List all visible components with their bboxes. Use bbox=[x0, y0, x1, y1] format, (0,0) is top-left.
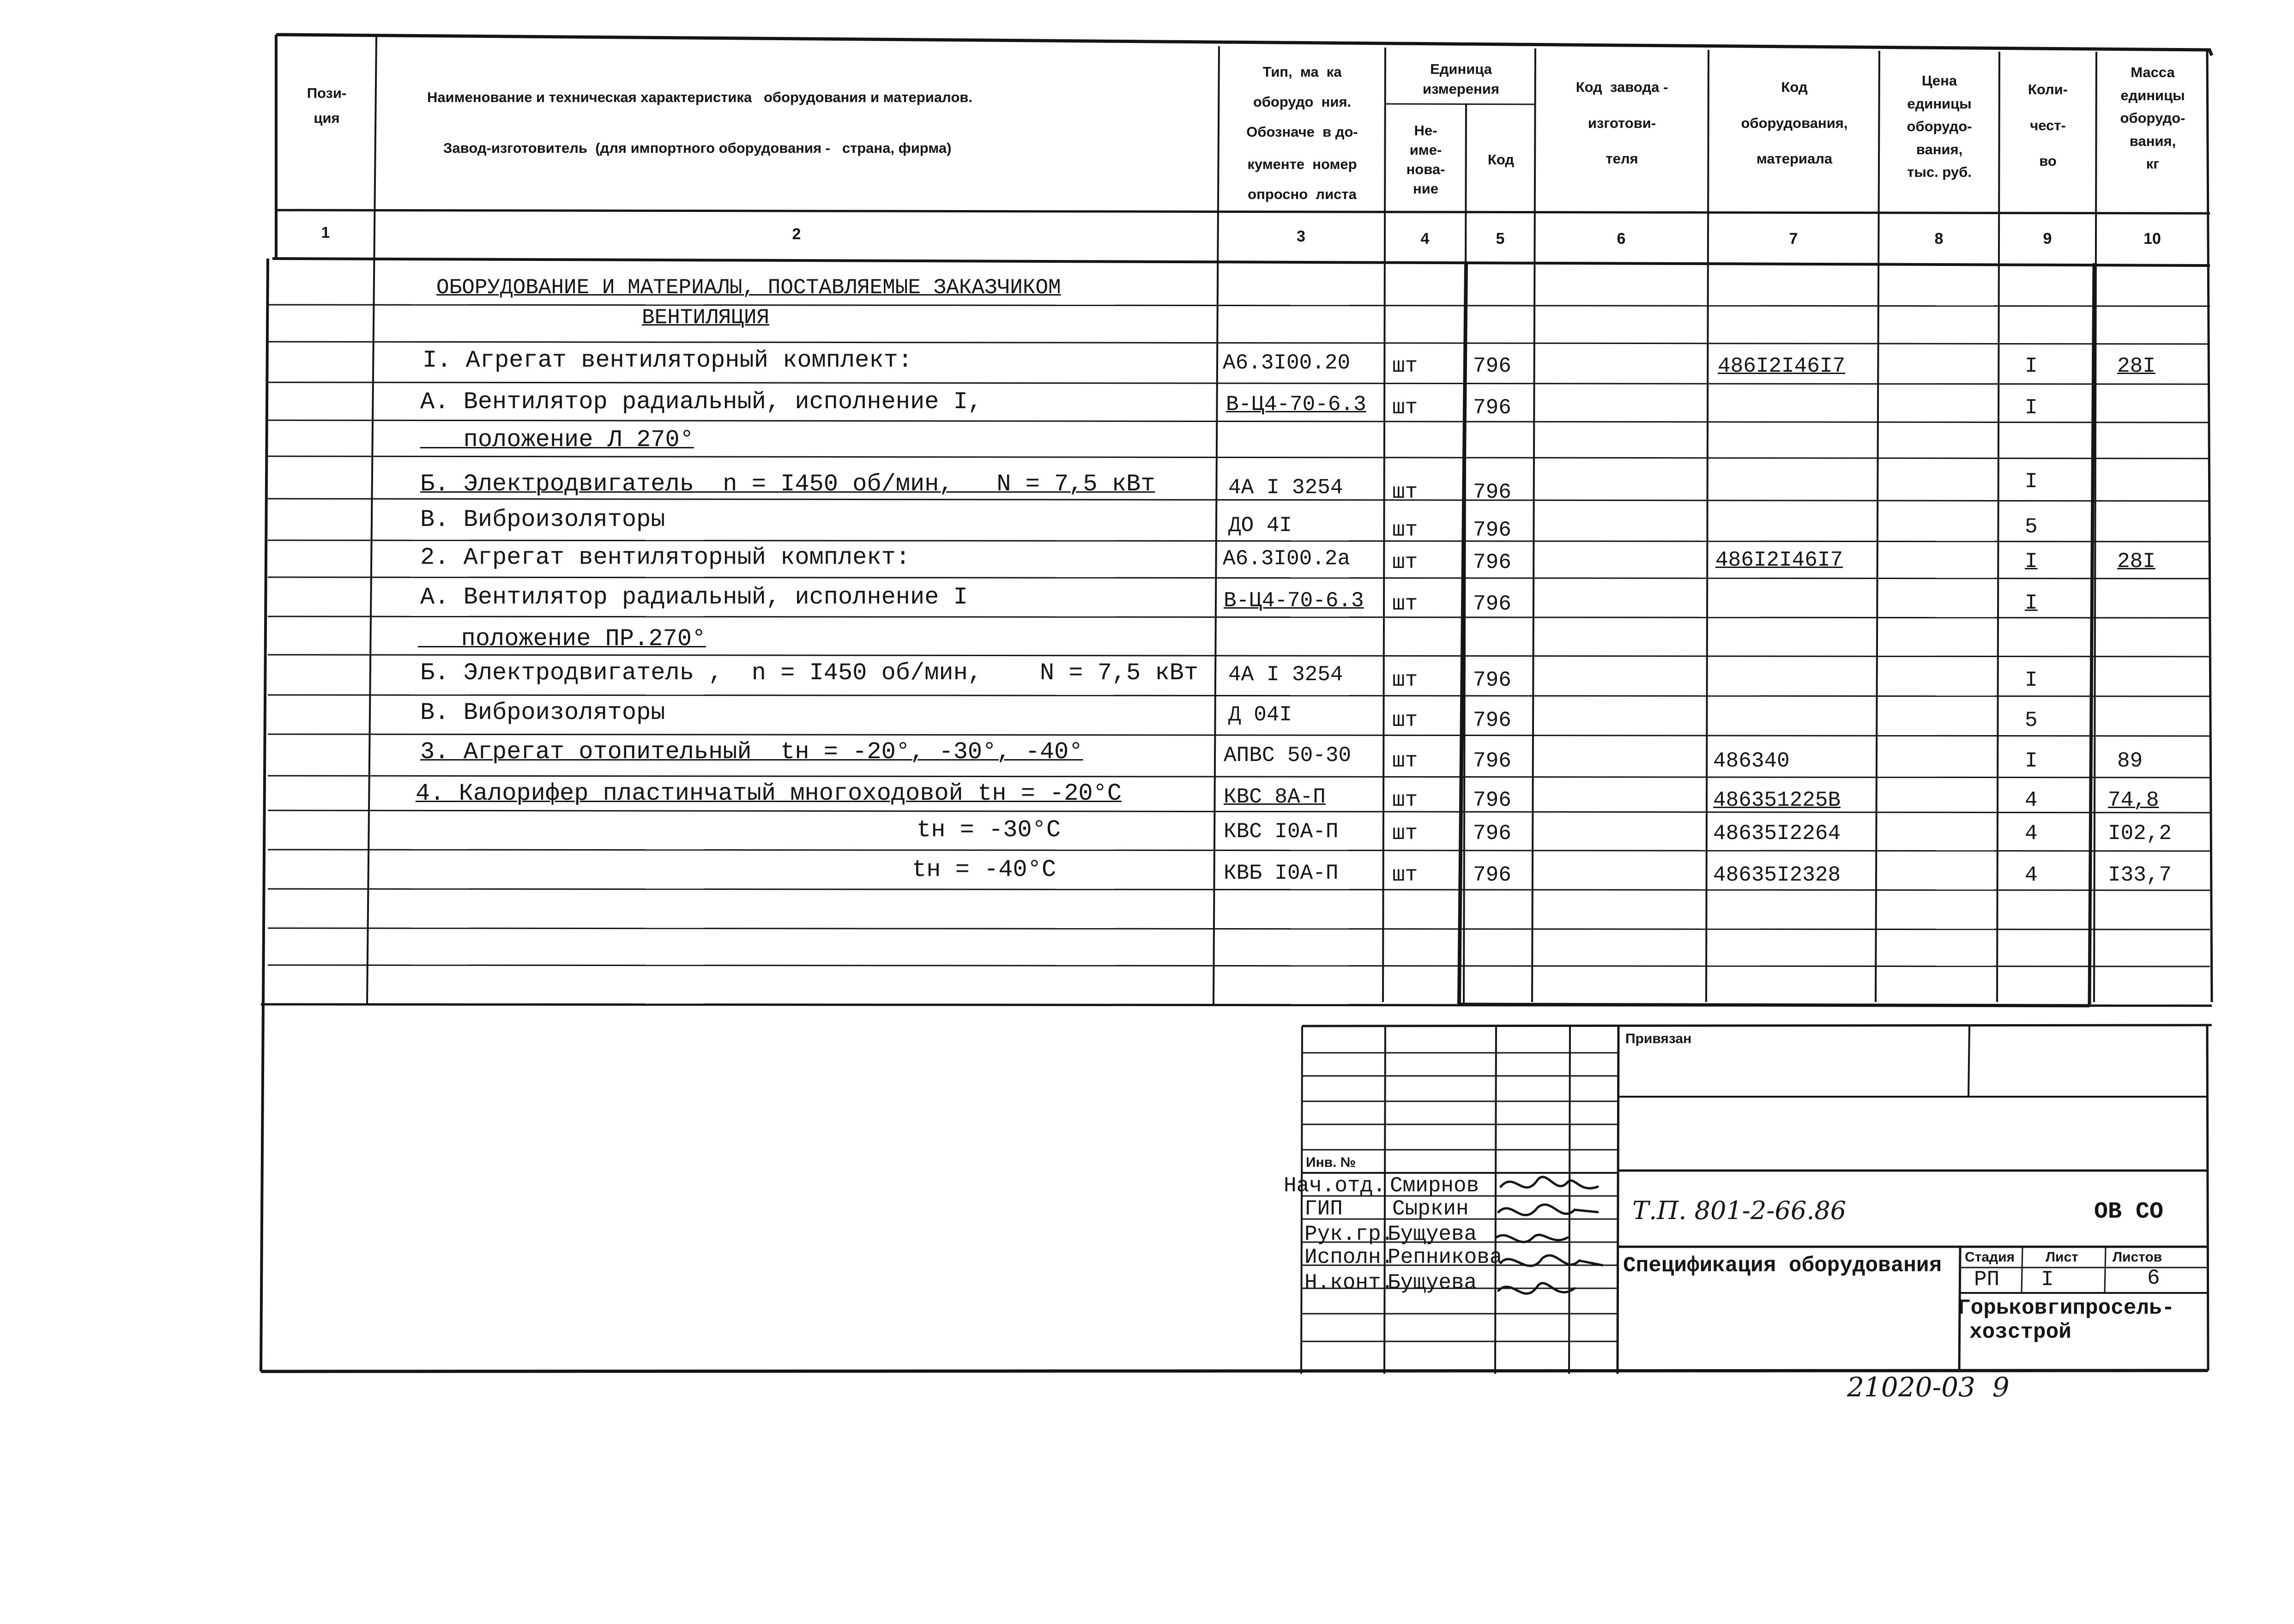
section-subtitle: ВЕНТИЛЯЦИЯ bbox=[642, 306, 770, 330]
row-12-code: 796 bbox=[1473, 788, 1511, 812]
row-11-name: 3. Агрегат отопительный tн = -20°, -30°, -40° bbox=[420, 738, 1083, 766]
row-9-type: 4А I 3254 bbox=[1228, 663, 1343, 687]
row-11-code: 796 bbox=[1473, 749, 1511, 773]
row-3-name: положение Л 270° bbox=[420, 426, 694, 453]
col-num-9: 9 bbox=[2043, 230, 2052, 248]
row-6-mass: 28I bbox=[2117, 549, 2155, 574]
tb-doc-mark: ОВ СО bbox=[2094, 1199, 2164, 1225]
col-num-4: 4 bbox=[1420, 230, 1430, 248]
header-type-3: Обозначе в до- bbox=[1246, 124, 1358, 140]
row-1-name: I. Агрегат вентиляторный комплект: bbox=[423, 347, 912, 374]
row-2-name: А. Вентилятор радиальный, исполнение I, bbox=[420, 388, 982, 416]
col-num-3: 3 bbox=[1297, 228, 1305, 245]
row-6-unit: шт bbox=[1392, 550, 1418, 574]
row-13-type: КВС I0А-П bbox=[1224, 820, 1339, 844]
row-5-name: В. Виброизоляторы bbox=[420, 506, 665, 533]
row-7-unit: шт bbox=[1392, 592, 1418, 616]
row-2-type: В-Ц4-70-6.3 bbox=[1226, 392, 1366, 417]
tb-doc-number: Т.П. 801-2-66.86 bbox=[1632, 1196, 1847, 1225]
row-5-type: ДО 4I bbox=[1228, 513, 1292, 537]
row-2-qty: I bbox=[2025, 396, 2038, 420]
row-10-unit: шт bbox=[1392, 708, 1418, 732]
tb-stage-label: Стадия bbox=[1965, 1250, 2015, 1265]
row-13-mass: I02,2 bbox=[2108, 821, 2172, 845]
col-num-6: 6 bbox=[1617, 230, 1626, 248]
header-position: Пози- ция bbox=[307, 85, 347, 127]
header-unit-code: Код bbox=[1487, 151, 1515, 168]
tb-sheet-label: Лист bbox=[2046, 1250, 2078, 1265]
row-1-type: А6.3I00.20 bbox=[1223, 351, 1351, 375]
header-name-line1: Наименование и техническая характеристика оборудования и материалов. bbox=[427, 89, 972, 105]
row-5-unit: шт bbox=[1392, 518, 1418, 542]
row-10-qty: 5 bbox=[2025, 708, 2038, 732]
header-unit-group: Единица измерения bbox=[1423, 61, 1499, 97]
row-13-name: tн = -30°С bbox=[917, 816, 1061, 844]
row-10-name: В. Виброизоляторы bbox=[420, 699, 665, 726]
row-12-material: 486351225В bbox=[1713, 788, 1841, 812]
row-14-mass: I33,7 bbox=[2108, 863, 2172, 887]
row-6-name: 2. Агрегат вентиляторный комплект: bbox=[420, 544, 910, 571]
row-13-code: 796 bbox=[1473, 821, 1511, 845]
row-12-mass: 74,8 bbox=[2108, 788, 2159, 812]
tb-sheets-label: Листов bbox=[2113, 1250, 2162, 1265]
header-unit-name: Не- име- нова- ние bbox=[1406, 122, 1445, 197]
header-type-1: Тип, ма ка bbox=[1262, 64, 1342, 80]
tb-sheet: I bbox=[2041, 1268, 2054, 1292]
row-14-material: 48635I2328 bbox=[1713, 863, 1841, 887]
row-14-type: КВБ I0А-П bbox=[1224, 861, 1339, 885]
tb-role-4: Исполн. bbox=[1304, 1245, 1394, 1269]
header-factory-code: Код завода - изготови- теля bbox=[1576, 79, 1668, 167]
row-14-code: 796 bbox=[1473, 863, 1511, 887]
row-6-qty: I bbox=[2025, 549, 2038, 574]
row-11-qty: I bbox=[2025, 749, 2038, 773]
row-9-qty: I bbox=[2025, 668, 2038, 692]
row-1-mass: 28I bbox=[2117, 354, 2155, 378]
signature-marks bbox=[1487, 1168, 1625, 1353]
row-1-qty: I bbox=[2025, 354, 2038, 378]
header-type-2: оборудо ния. bbox=[1253, 94, 1352, 110]
row-4-type: 4А I 3254 bbox=[1228, 476, 1343, 500]
tb-role-3: Рук.гр. bbox=[1304, 1222, 1394, 1246]
tb-name-2: Сыркин bbox=[1392, 1197, 1469, 1221]
row-11-material: 486340 bbox=[1713, 749, 1790, 773]
tb-name-1: Смирнов bbox=[1390, 1174, 1479, 1198]
row-12-qty: 4 bbox=[2025, 788, 2038, 812]
row-12-type: КВС 8А-П bbox=[1224, 785, 1326, 809]
row-4-unit: шт bbox=[1392, 480, 1418, 504]
col-num-1: 1 bbox=[321, 224, 330, 241]
header-type-4: кументе номер bbox=[1247, 156, 1357, 172]
tb-role-2: ГИП bbox=[1304, 1197, 1343, 1221]
row-9-code: 796 bbox=[1473, 668, 1511, 692]
row-7-qty: I bbox=[2025, 591, 2038, 615]
row-13-qty: 4 bbox=[2025, 821, 2038, 845]
tb-org-line1: Горьковгипросель- bbox=[1958, 1296, 2175, 1320]
col-num-2: 2 bbox=[792, 225, 801, 243]
row-2-code: 796 bbox=[1473, 396, 1511, 420]
tb-name-4: Репникова bbox=[1388, 1245, 1503, 1269]
col-num-8: 8 bbox=[1934, 230, 1944, 248]
tb-name-3: Бущуева bbox=[1388, 1222, 1477, 1246]
tb-name-5: Бущуева bbox=[1388, 1271, 1477, 1295]
tb-role-1: Нач.отд. bbox=[1284, 1174, 1386, 1198]
row-11-type: АПВС 50-30 bbox=[1224, 743, 1352, 767]
col-num-10: 10 bbox=[2143, 230, 2161, 248]
tb-stage: РП bbox=[1974, 1268, 2000, 1292]
row-13-material: 48635I2264 bbox=[1713, 821, 1841, 845]
tb-doc-title: Спецификация оборудования bbox=[1623, 1254, 1942, 1278]
row-11-unit: шт bbox=[1392, 749, 1418, 773]
tb-role-5: Н.конт. bbox=[1304, 1271, 1394, 1295]
row-9-unit: шт bbox=[1392, 668, 1418, 692]
tb-privyazan: Привязан bbox=[1625, 1031, 1692, 1046]
row-7-name: А. Вентилятор радиальный, исполнение I bbox=[420, 584, 968, 611]
row-8-name: положение ПР.270° bbox=[418, 625, 706, 652]
row-12-unit: шт bbox=[1392, 788, 1418, 812]
row-9-name: Б. Электродвигатель , n = I450 об/мин, N = 7,5 кВт bbox=[420, 659, 1199, 687]
row-4-name: Б. Электродвигатель n = I450 об/мин, N = 7,5 кВт bbox=[420, 471, 1155, 498]
row-5-code: 796 bbox=[1473, 518, 1511, 542]
row-6-type: А6.3I00.2а bbox=[1223, 547, 1351, 571]
row-7-code: 796 bbox=[1473, 592, 1511, 616]
row-1-code: 796 bbox=[1473, 354, 1511, 378]
row-4-code: 796 bbox=[1473, 480, 1511, 504]
row-14-unit: шт bbox=[1392, 863, 1418, 887]
archive-number: 21020-03 9 bbox=[1847, 1371, 2010, 1403]
row-12-name: 4. Калорифер пластинчатый многоходовой tн = -20°С bbox=[416, 780, 1122, 807]
col-num-5: 5 bbox=[1496, 230, 1505, 248]
row-1-material: 486I2I46I7 bbox=[1718, 354, 1846, 378]
row-7-type: В-Ц4-70-6.3 bbox=[1224, 589, 1364, 613]
header-equipment-code: Код оборудования, материала bbox=[1741, 79, 1848, 167]
section-title: ОБОРУДОВАНИЕ И МАТЕРИАЛЫ, ПОСТАВЛЯЕМЫЕ ЗАКАЗЧИКОМ bbox=[436, 276, 1061, 300]
row-6-material: 486I2I46I7 bbox=[1715, 548, 1843, 572]
row-1-unit: шт bbox=[1392, 354, 1418, 378]
row-14-name: tн = -40°С bbox=[912, 856, 1056, 883]
tb-sheets: 6 bbox=[2147, 1266, 2160, 1290]
row-10-type: Д 04I bbox=[1228, 703, 1292, 727]
row-2-unit: шт bbox=[1392, 396, 1418, 420]
row-13-unit: шт bbox=[1392, 821, 1418, 845]
header-name-line2: Завод-изготовитель (для импортного оборудования - страна, фирма) bbox=[443, 140, 952, 156]
tb-inv-no: Инв. № bbox=[1306, 1155, 1356, 1170]
header-type-5: опросно листа bbox=[1248, 186, 1357, 202]
row-14-qty: 4 bbox=[2025, 863, 2038, 887]
header-quantity: Коли- чест- во bbox=[2028, 81, 2068, 169]
row-11-mass: 89 bbox=[2117, 749, 2143, 773]
row-6-code: 796 bbox=[1473, 550, 1511, 574]
row-10-code: 796 bbox=[1473, 708, 1511, 732]
row-4-qty: I bbox=[2025, 470, 2038, 494]
col-num-7: 7 bbox=[1789, 230, 1798, 248]
header-unit-mass: Масса единицы оборудо- вания, кг bbox=[2120, 64, 2185, 172]
row-5-qty: 5 bbox=[2025, 515, 2038, 539]
header-unit-price: Цена единицы оборудо- вания, тыс. руб. bbox=[1907, 72, 1972, 181]
tb-org-line2: хозстрой bbox=[1969, 1320, 2071, 1344]
